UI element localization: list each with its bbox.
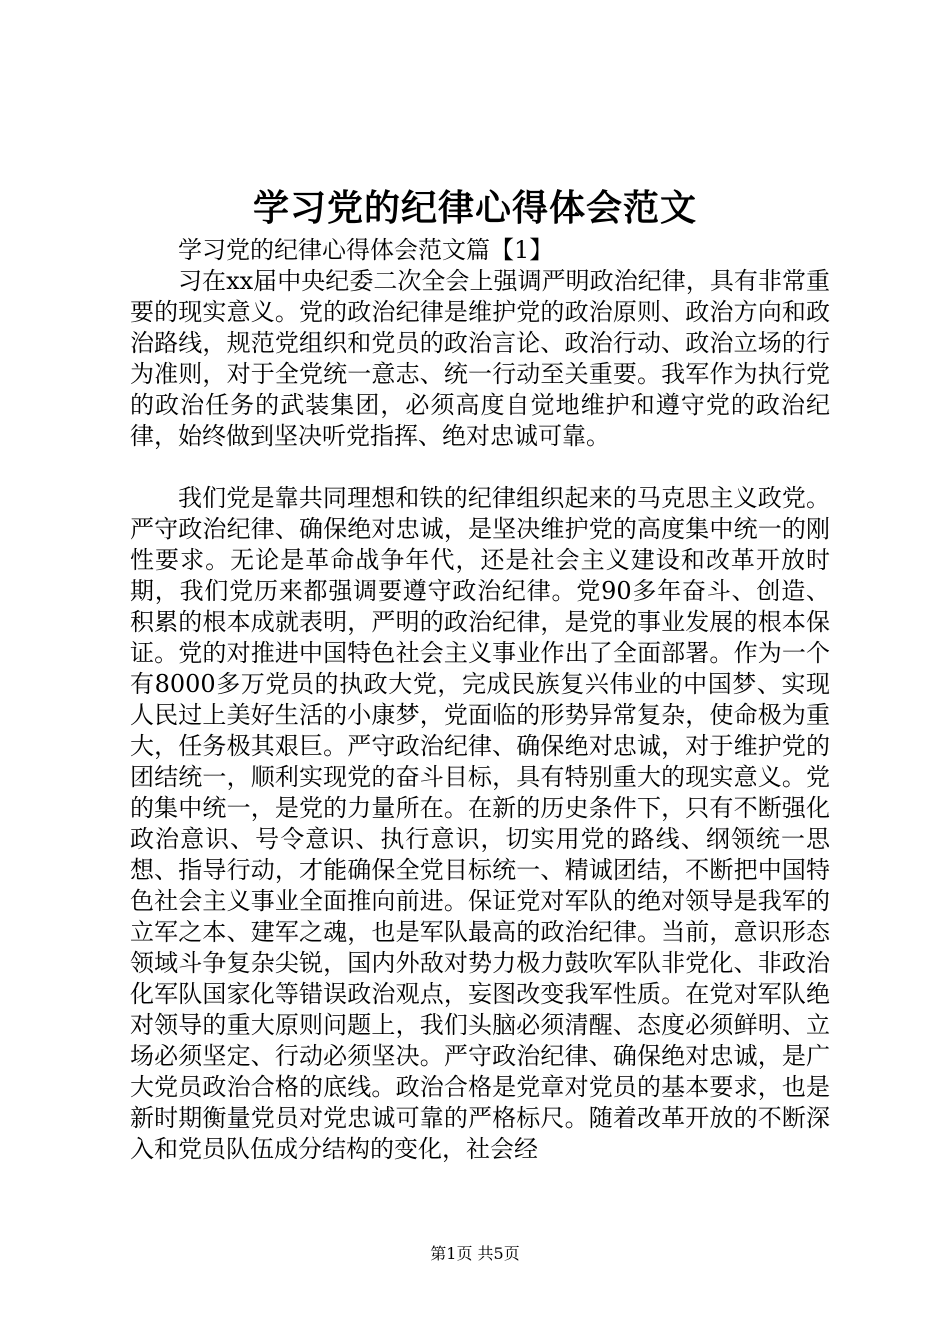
page-footer: 第1页 共5页: [430, 1244, 520, 1263]
paragraph-2: 我们党是靠共同理想和铁的纪律组织起来的马克思主义政党。严守政治纪律、确保绝对忠诚，是坚决维护党的高度集中统一的刚性要求。无论是革命战争年代，还是社会主义建设和改革开放时期，我们党历来都强调要遵守政治纪律。党90多年奋斗、创造、积累的根本成就表明，严明的政治纪律，是党的事业发展的根本保证。党的对推进中国特色社会主义事业作出了全面部署。作为一个有8000多万党员的执政大党，完成民族复兴伟业的中国梦、实现人民过上美好生活的小康梦，党面临的形势异常复杂，使命极为重大，任务极其艰巨。严守政治纪律、确保绝对忠诚，对于维护党的团结统一，顺利实现党的奋斗目标，具有特别重大的现实意义。党的集中统一，是党的力量所在。在新的历史条件下，只有不断强化政治意识、号令意识、执行意识，切实用党的路线、纲领统一思想、指导行动，才能确保全党目标统一、精诚团结，不断把中国特色社会主义事业全面推向前进。保证党对军队的绝对领导是我军的立军之本、建军之魂，也是军队最高的政治纪律。当前，意识形态领域斗争复杂尖锐，国内外敌对势力极力鼓吹军队非党化、非政治化军队国家化等错误政治观点，妄图改变我军性质。在党对军队绝对领导的重大原则问题上，我们头脑必须清醒、态度必须鲜明、立场必须坚定、行动必须坚决。严守政治纪律、确保绝对忠诚，是广大党员政治合格的底线。政治合格是党章对党员的基本要求，也是新时期衡量党员对党忠诚可靠的严格标尺。随着改革开放的不断深入和党员队伍成分结构的变化，社会经: [130, 484, 830, 1163]
paragraph-gap: [130, 452, 830, 483]
document-body: [130, 235, 830, 1165]
section-heading: 学习党的纪律心得体会范文篇【1】: [178, 236, 554, 264]
paragraph-1: 习在xx届中央纪委二次全会上强调严明政治纪律，具有非常重要的现实意义。党的政治纪律是维护党的政治原则、政治方向和政治路线，规范党组织和党员的政治言论、政治行动、政治立场的行为准则，对于全党统一意志、统一行动至关重要。我军作为执行党的政治任务的武装集团，必须高度自觉地维护和遵守党的政治纪律，始终做到坚决听党指挥、绝对忠诚可靠。: [130, 267, 830, 450]
page-title: 学习党的纪律心得体会范文: [252, 187, 697, 229]
